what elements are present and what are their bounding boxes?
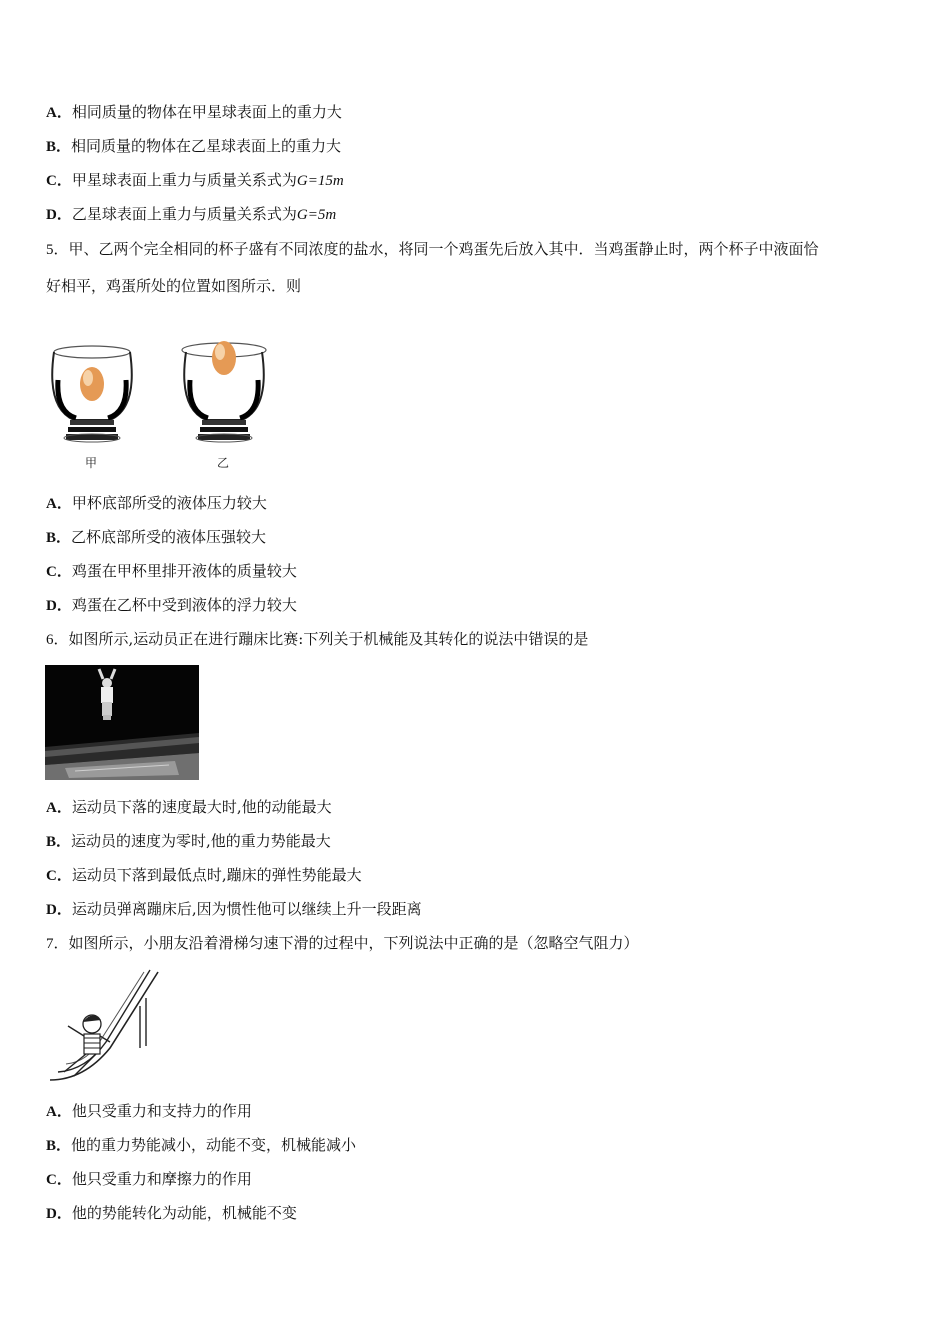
q6-option-b (46, 831, 331, 852)
q6-figure-trampoline (45, 665, 199, 780)
option-letter: B． (46, 1138, 72, 1154)
cups-illustration (44, 320, 284, 470)
option-text: 运动员的速度为零时,他的重力势能最大 (71, 832, 331, 850)
q6-option-d (46, 899, 422, 920)
option-text: 相同质量的物体在甲星球表面上的重力大 (71, 103, 342, 121)
option-letter: D． (46, 902, 72, 918)
q5-option-b (46, 527, 266, 548)
option-text: 运动员下落到最低点时,蹦床的弹性势能最大 (71, 866, 362, 884)
option-letter: A． (46, 105, 72, 121)
option-letter: D． (46, 598, 72, 614)
option-letter: A． (46, 1104, 72, 1120)
option-text: 乙杯底部所受的液体压强较大 (71, 528, 267, 546)
formula: G=15m (296, 173, 344, 189)
cup-right (182, 341, 266, 442)
option-letter: B． (46, 834, 72, 850)
trampoline-illustration (45, 665, 199, 780)
formula: G=5m (296, 207, 337, 223)
cup-left (52, 346, 132, 442)
q5-option-a (46, 493, 267, 514)
slide-illustration (44, 968, 166, 1086)
q4-option-b (46, 136, 341, 157)
option-text: 运动员弹离蹦床后,因为惯性他可以继续上升一段距离 (71, 900, 422, 918)
option-text: 他的势能转化为动能，机械能不变 (71, 1204, 297, 1222)
q5-figure-cups (44, 320, 284, 475)
q7-option-d (46, 1203, 297, 1224)
option-letter: D． (46, 207, 72, 223)
option-text: 他只受重力和摩擦力的作用 (71, 1170, 252, 1188)
question-text: 甲、乙两个完全相同的杯子盛有不同浓度的盐水，将同一个鸡蛋先后放入其中．当鸡蛋静止时，两个杯子中液面恰 (68, 240, 819, 258)
q5-option-d (46, 595, 297, 616)
question-number: 5． (46, 242, 69, 258)
q6-stem (46, 629, 588, 650)
option-letter: A． (46, 496, 72, 512)
cup-label-right: 乙 (217, 456, 230, 470)
option-letter: C． (46, 868, 72, 884)
q4-option-d (46, 204, 336, 225)
option-text: 相同质量的物体在乙星球表面上的重力大 (71, 137, 342, 155)
option-text: 运动员下落的速度最大时,他的动能最大 (71, 798, 332, 816)
q4-option-c (46, 170, 344, 191)
q5-option-c (46, 561, 297, 582)
question-number: 6． (46, 632, 69, 648)
question-text: 如图所示，小朋友沿着滑梯匀速下滑的过程中，下列说法中正确的是（忽略空气阻力） (68, 934, 639, 952)
q6-option-a (46, 797, 332, 818)
option-letter: C． (46, 173, 72, 189)
question-text: 好相平，鸡蛋所处的位置如图所示．则 (46, 277, 302, 295)
option-letter: A． (46, 800, 72, 816)
q7-option-b (46, 1135, 356, 1156)
q6-option-c (46, 865, 362, 886)
q7-option-a (46, 1101, 252, 1122)
option-text: 乙星球表面上重力与质量关系式为 (71, 205, 297, 223)
q7-option-c (46, 1169, 252, 1190)
question-text: 如图所示,运动员正在进行蹦床比赛:下列关于机械能及其转化的说法中错误的是 (68, 630, 589, 648)
question-number: 7． (46, 936, 69, 952)
option-text: 甲杯底部所受的液体压力较大 (71, 494, 267, 512)
option-text: 鸡蛋在乙杯中受到液体的浮力较大 (71, 596, 297, 614)
option-letter: D． (46, 1206, 72, 1222)
option-letter: C． (46, 564, 72, 580)
q5-stem-line1 (46, 239, 819, 260)
q4-option-a (46, 102, 342, 123)
option-text: 甲星球表面上重力与质量关系式为 (71, 171, 297, 189)
option-text: 他的重力势能减小，动能不变，机械能减小 (71, 1136, 357, 1154)
option-letter: B． (46, 530, 72, 546)
q5-stem-line2 (46, 276, 301, 296)
option-text: 鸡蛋在甲杯里排开液体的质量较大 (71, 562, 297, 580)
q7-figure-slide (44, 968, 166, 1086)
option-letter: C． (46, 1172, 72, 1188)
option-letter: B． (46, 139, 72, 155)
cup-label-left: 甲 (85, 456, 98, 470)
option-text: 他只受重力和支持力的作用 (71, 1102, 252, 1120)
q7-stem (46, 933, 639, 954)
